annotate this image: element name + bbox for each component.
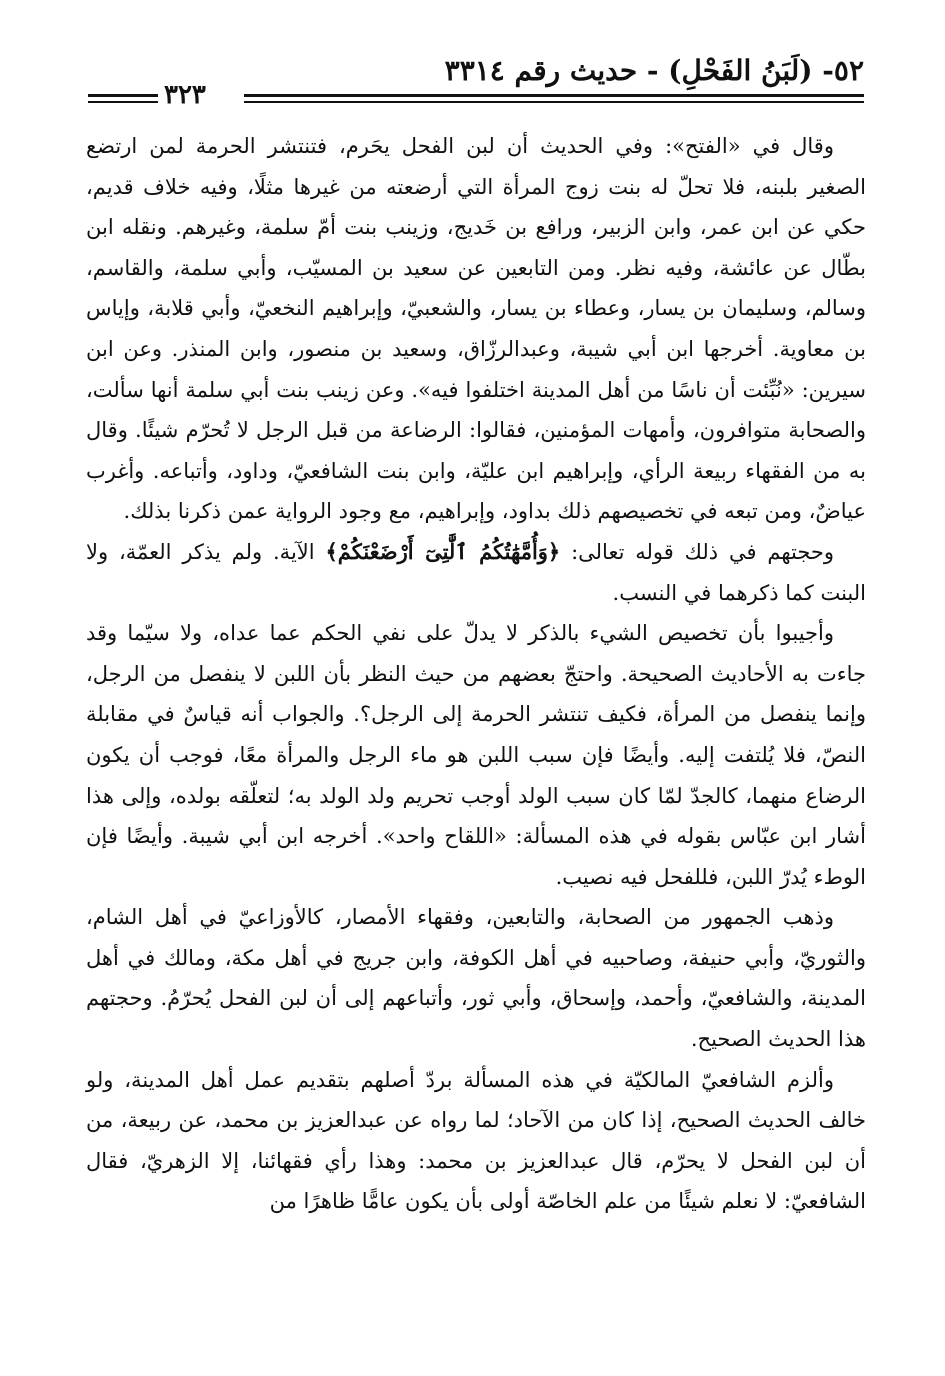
paragraph: وقال في «الفتح»: وفي الحديث أن لبن الفحل يحَرم، فتنتشر الحرمة لمن ارتضع الصغير بلبنه، فلا تحلّ له بنت زوج المرأة التي أرضعته من غيرها مثلًا، وفيه خلاف قديم، حكي عن ابن عمر، وابن الزبير، ورافع بن خَديج، وزينب بنت أمّ سلمة، وغيرهم. ونقله ابن بطّال عن عائشة، وفيه نظر. ومن التابعين عن سعيد بن المسيّب، وأبي سلمة، والقاسم، وسالم، وسليمان بن يسار، وعطاء بن يسار، والشعبيّ، وإبراهيم النخعيّ، وأبي قلابة، وإياس بن معاوية. أخرجها ابن أبي شيبة، وعبدالرزّاق، وسعيد بن منصور، وابن المنذر. وعن ابن سيرين: «نُبِّئت أن ناسًا من أهل المدينة اختلفوا فيه». وعن زينب بنت أبي سلمة أنها سألت، والصحابة متوافرون، وأمهات المؤمنين، فقالوا: الرضاعة من قبل الرجل لا تُحرّم شيئًا. وقال به من الفقهاء ربيعة الرأي، وإبراهيم ابن عليّة، وابن بنت الشافعيّ، وداود، وأتباعه. وأغرب عياضٌ، ومن تبعه في تخصيصهم ذلك بداود، وإبراهيم، مع وجود الرواية عمن ذكرنا بذلك.: [86, 134, 866, 524]
page-number: ٣٢٣: [164, 80, 206, 110]
paragraph-text: الآية. ولم يذكر العمّة، ولا البنت كما ذكرهما في النسب.: [86, 539, 866, 605]
header-rule: [244, 101, 864, 103]
paragraph: وألزم الشافعيّ المالكيّة في هذه المسألة بردّ أصلهم بتقديم عمل أهل المدينة، ولو خالف الحديث الصحيح، إذا كان من الآحاد؛ لما رواه عن عبدالعزيز بن محمد، عن ربيعة، من أن لبن الفحل لا يحرّم، قال عبدالعزيز بن محمد: وهذا رأي فقهائنا، إلا الزهريّ، فقال الشافعيّ: لا نعلم شيئًا من علم الخاصّة أولى بأن يكون عامًّا ظاهرًا من: [86, 1067, 866, 1214]
header-rule: [88, 94, 158, 97]
header-rule: [244, 94, 864, 97]
paragraph: وأجيبوا بأن تخصيص الشيء بالذكر لا يدلّ على نفي الحكم عما عداه، ولا سيّما وقد جاءت به الأحاديث الصحيحة. واحتجّ بعضهم من حيث النظر بأن اللبن لا ينفصل من الرجل، وإنما ينفصل من المرأة، فكيف تنتشر الحرمة إلى الرجل؟. والجواب أنه قياسٌ في مقابلة النصّ، فلا يُلتفت إليه. وأيضًا فإن سبب اللبن هو ماء الرجل والمرأة معًا، فوجب أن يكون الرضاع منهما، كالجدّ لمّا كان سبب الولد أوجب تحريم ولد الولد به؛ لتعلّقه بولده، وإلى هذا أشار ابن عبّاس بقوله في هذه المسألة: «اللقاح واحد». أخرجه ابن أبي شيبة. وأيضًا فإن الوطء يُدرّ اللبن، فللفحل فيه نصيب.: [86, 621, 866, 889]
quran-quote: ﴿وَأُمَّهَٰتُكُمُ ٱلَّٰتِىٓ أَرْضَعْنَكُمْ﴾: [325, 538, 561, 564]
header-rule: [88, 101, 158, 103]
paragraph: [86, 532, 866, 613]
paragraph: وذهب الجمهور من الصحابة، والتابعين، وفقهاء الأمصار، كالأوزاعيّ في أهل الشام، والثوريّ، وأبي حنيفة، وصاحبيه في أهل الكوفة، وابن جريج في أهل مكة، ومالك في أهل المدينة، والشافعيّ، وأحمد، وإسحاق، وأبي ثور، وأتباعهم إلى أن لبن الفحل يُحرّمُ. وحجتهم هذا الحديث الصحيح.: [86, 905, 866, 1052]
running-header: [88, 54, 864, 110]
body-text: [86, 126, 866, 1222]
paragraph-text: وحجتهم في ذلك قوله تعالى:: [560, 539, 835, 564]
chapter-title: ٥٢- (لَبَنُ الفَحْلِ) - حديث رقم ٣٣١٤: [444, 54, 864, 87]
